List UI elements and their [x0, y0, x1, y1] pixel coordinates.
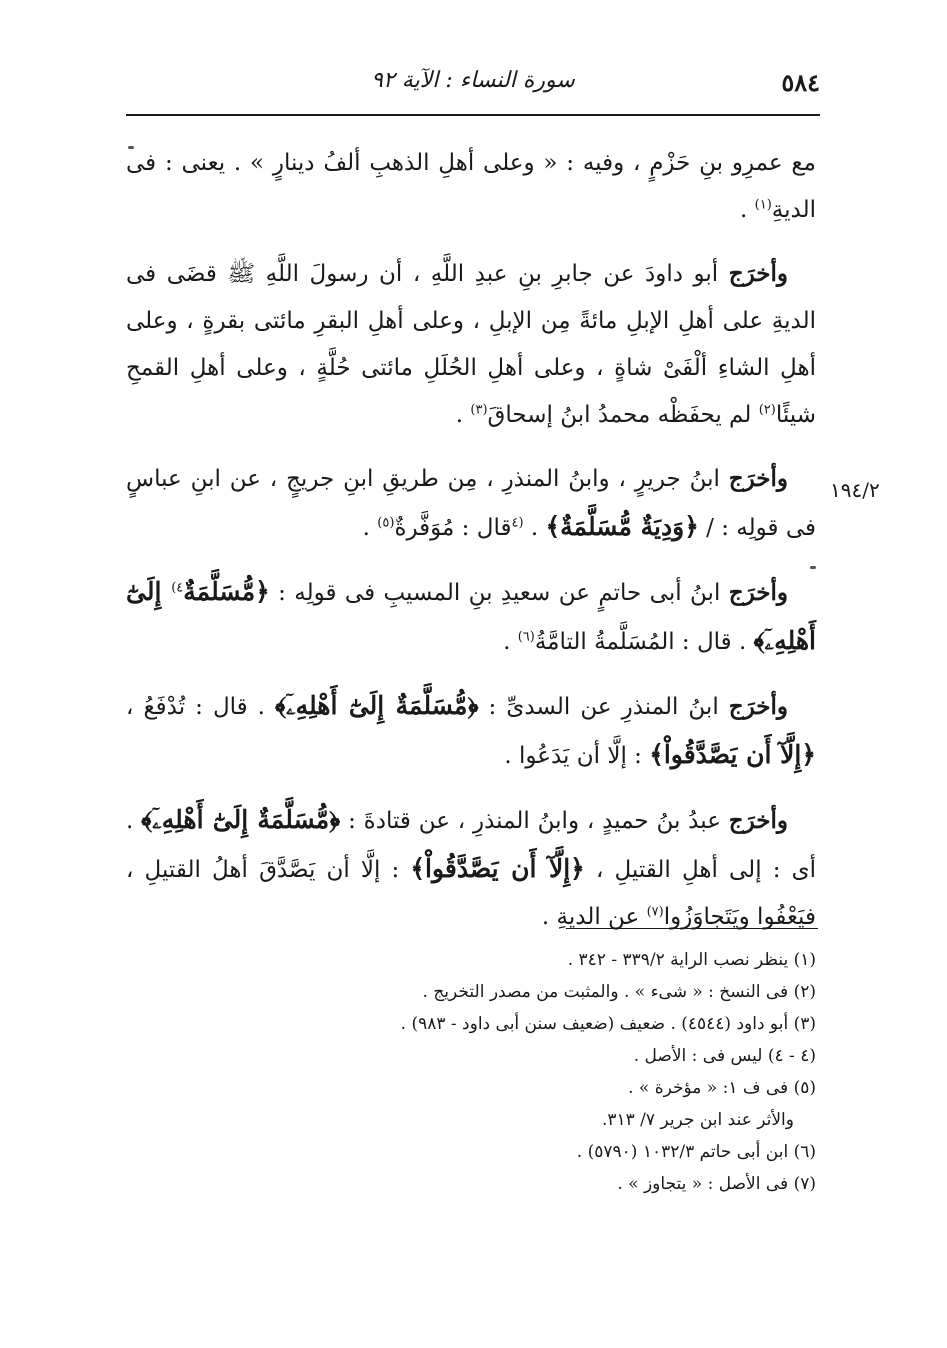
paragraph: [126, 682, 816, 780]
footnote-marker: (٤: [511, 515, 524, 531]
paragraph-lead-word: وأخرَج: [728, 693, 789, 720]
footnote-line: (٧) فى الأصل : « يتجاوز » .: [617, 1174, 816, 1194]
text-segment: .: [503, 629, 518, 655]
quran-quote: ﴿مُّسَلَّمَةٌ إِلَىٰٓ أَهْلِهِۦٓ﴾: [275, 691, 479, 720]
page-header: [126, 64, 820, 104]
text-segment: ابنُ جريرٍ ، وابنُ المنذرِ ، مِن طريقِ ابنِ جريجٍ ، عن ابنِ عباسٍ فى قولِه : /: [126, 466, 816, 541]
paragraph: [126, 250, 816, 439]
margin-volume-page-ref: ١٩٤/٢: [830, 478, 880, 502]
footnote-marker: (٢): [758, 402, 776, 418]
paragraph-lead-word: وأخرَج: [728, 260, 788, 287]
footnote-marker: (١): [754, 197, 772, 213]
paragraph-lead-word: وأخرَج: [728, 807, 789, 834]
main-text: [126, 140, 816, 957]
text-segment: عن الديةِ .: [541, 904, 647, 930]
page-number: ٥٨٤: [781, 68, 820, 97]
footnote-line: (٤ - ٤) ليس فى : الأصل .: [633, 1046, 816, 1066]
quran-quote: ﴿وَدِيَةٌ مُّسَلَّمَةٌ﴾: [545, 512, 699, 541]
paragraph: [126, 455, 816, 552]
text-segment: : إلَّا أن يَدَعُوا .: [504, 743, 650, 769]
paragraph: [126, 140, 816, 234]
footnote-line: (٣) أبو داود (٤٥٤٤) . ضعيف (ضعيف سنن أبى داود - ٩٨٣) .: [400, 1014, 816, 1034]
text-segment: . قال : المُسَلَّمةُ التامَّةُ: [534, 629, 754, 655]
running-title: سورة النساء : الآية ٩٢: [371, 68, 575, 93]
text-segment: قال : مُوَفَّرةٌ: [394, 515, 512, 541]
paragraph: [126, 796, 816, 941]
paragraph-lead-word: وأخرَج: [728, 579, 788, 606]
text-segment: .: [523, 515, 546, 541]
text-segment: عبدُ بنُ حميدٍ ، وابنُ المنذرِ ، عن قتادةَ :: [340, 808, 729, 834]
quran-quote: ﴿إِلَّآ أَن يَصَّدَّقُواْ﴾: [649, 740, 816, 769]
footnote-marker: ٤): [171, 580, 184, 596]
quran-quote: إِلَىٰٓ أَهْلِهِۦٓ﴾: [126, 577, 816, 655]
quran-quote: ﴿مُّسَلَّمَةٌ: [183, 577, 270, 606]
text-segment: ابنُ المنذرِ عن السدىِّ :: [478, 694, 729, 720]
text-segment: لم يحفَظْه محمدُ ابنُ إسحاقَ: [487, 402, 759, 428]
text-segment: .: [362, 515, 378, 541]
footnote-line: والأثر عند ابن جرير ٧/ ٣١٣.: [601, 1110, 794, 1130]
footnotes: [126, 944, 816, 1200]
quran-quote: ﴿مُّسَلَّمَةٌ إِلَىٰٓ أَهْلِهِۦٓ﴾: [141, 805, 341, 834]
header-rule: [126, 114, 820, 116]
footnote-line: (٢) فى النسخ : « شىء » . والمثبت من مصدر التخريج .: [422, 982, 816, 1002]
footnote-marker: (٧): [646, 904, 664, 920]
footnote-marker: (٥): [377, 515, 395, 531]
text-segment: : إلَّا أن يَصَّدَّقَ أهلُ القتيلِ ، فيَعْفُوا ويَتَجاوَزُوا: [126, 857, 816, 930]
footnote-line: (١) ينظر نصب الراية ٣٣٩/٢ - ٣٤٢ .: [567, 950, 816, 970]
footnote-rule: [566, 928, 818, 929]
text-segment: مع عمرِو بنِ حَزْمٍ ، وفيه : « وعلى أهلِ الذهبِ ألفُ دينارٍ » . يعنى : فى الديةِ: [126, 150, 816, 223]
footnote-marker: (٣): [470, 402, 488, 418]
text-segment: . قال : تُدْفَعُ ،: [126, 694, 276, 720]
paragraph: [126, 568, 816, 666]
paragraph-lead-word: وأخرَج: [728, 465, 788, 492]
quran-quote: ﴿إِلَّآ أَن يَصَّدَّقُواْ﴾: [410, 854, 585, 883]
text-segment: .: [740, 197, 755, 223]
footnote-line: (٥) فى ف ١: « مؤخرة » .: [628, 1078, 816, 1098]
footnote-line: (٦) ابن أبى حاتم ١٠٣٢/٣ (٥٧٩٠) .: [576, 1142, 816, 1162]
text-segment: ابنُ أبى حاتمٍ عن سعيدِ بنِ المسيبِ فى قولِه :: [269, 580, 729, 606]
text-segment: . أى : إلى أهلِ القتيلِ ،: [126, 808, 816, 883]
footnote-marker: (٦): [517, 629, 535, 645]
text-segment: .: [455, 402, 471, 428]
text-segment: أبو داودَ عن جابرِ بنِ عبدِ اللَّهِ ، أن رسولَ اللَّهِ ﷺ قضَى فى الديةِ على أهلِ الإبلِ مائةً مِن الإبلِ ، وعلى أهلِ البقرِ مائتى بقرةٍ ، وعلى أهلِ الشاءِ ألْفَىْ شاةٍ ، وعلى أهلِ الحُلَلِ مائتى حُلَّةٍ ، وعلى أهلِ القمحِ شيئًا: [126, 261, 816, 428]
